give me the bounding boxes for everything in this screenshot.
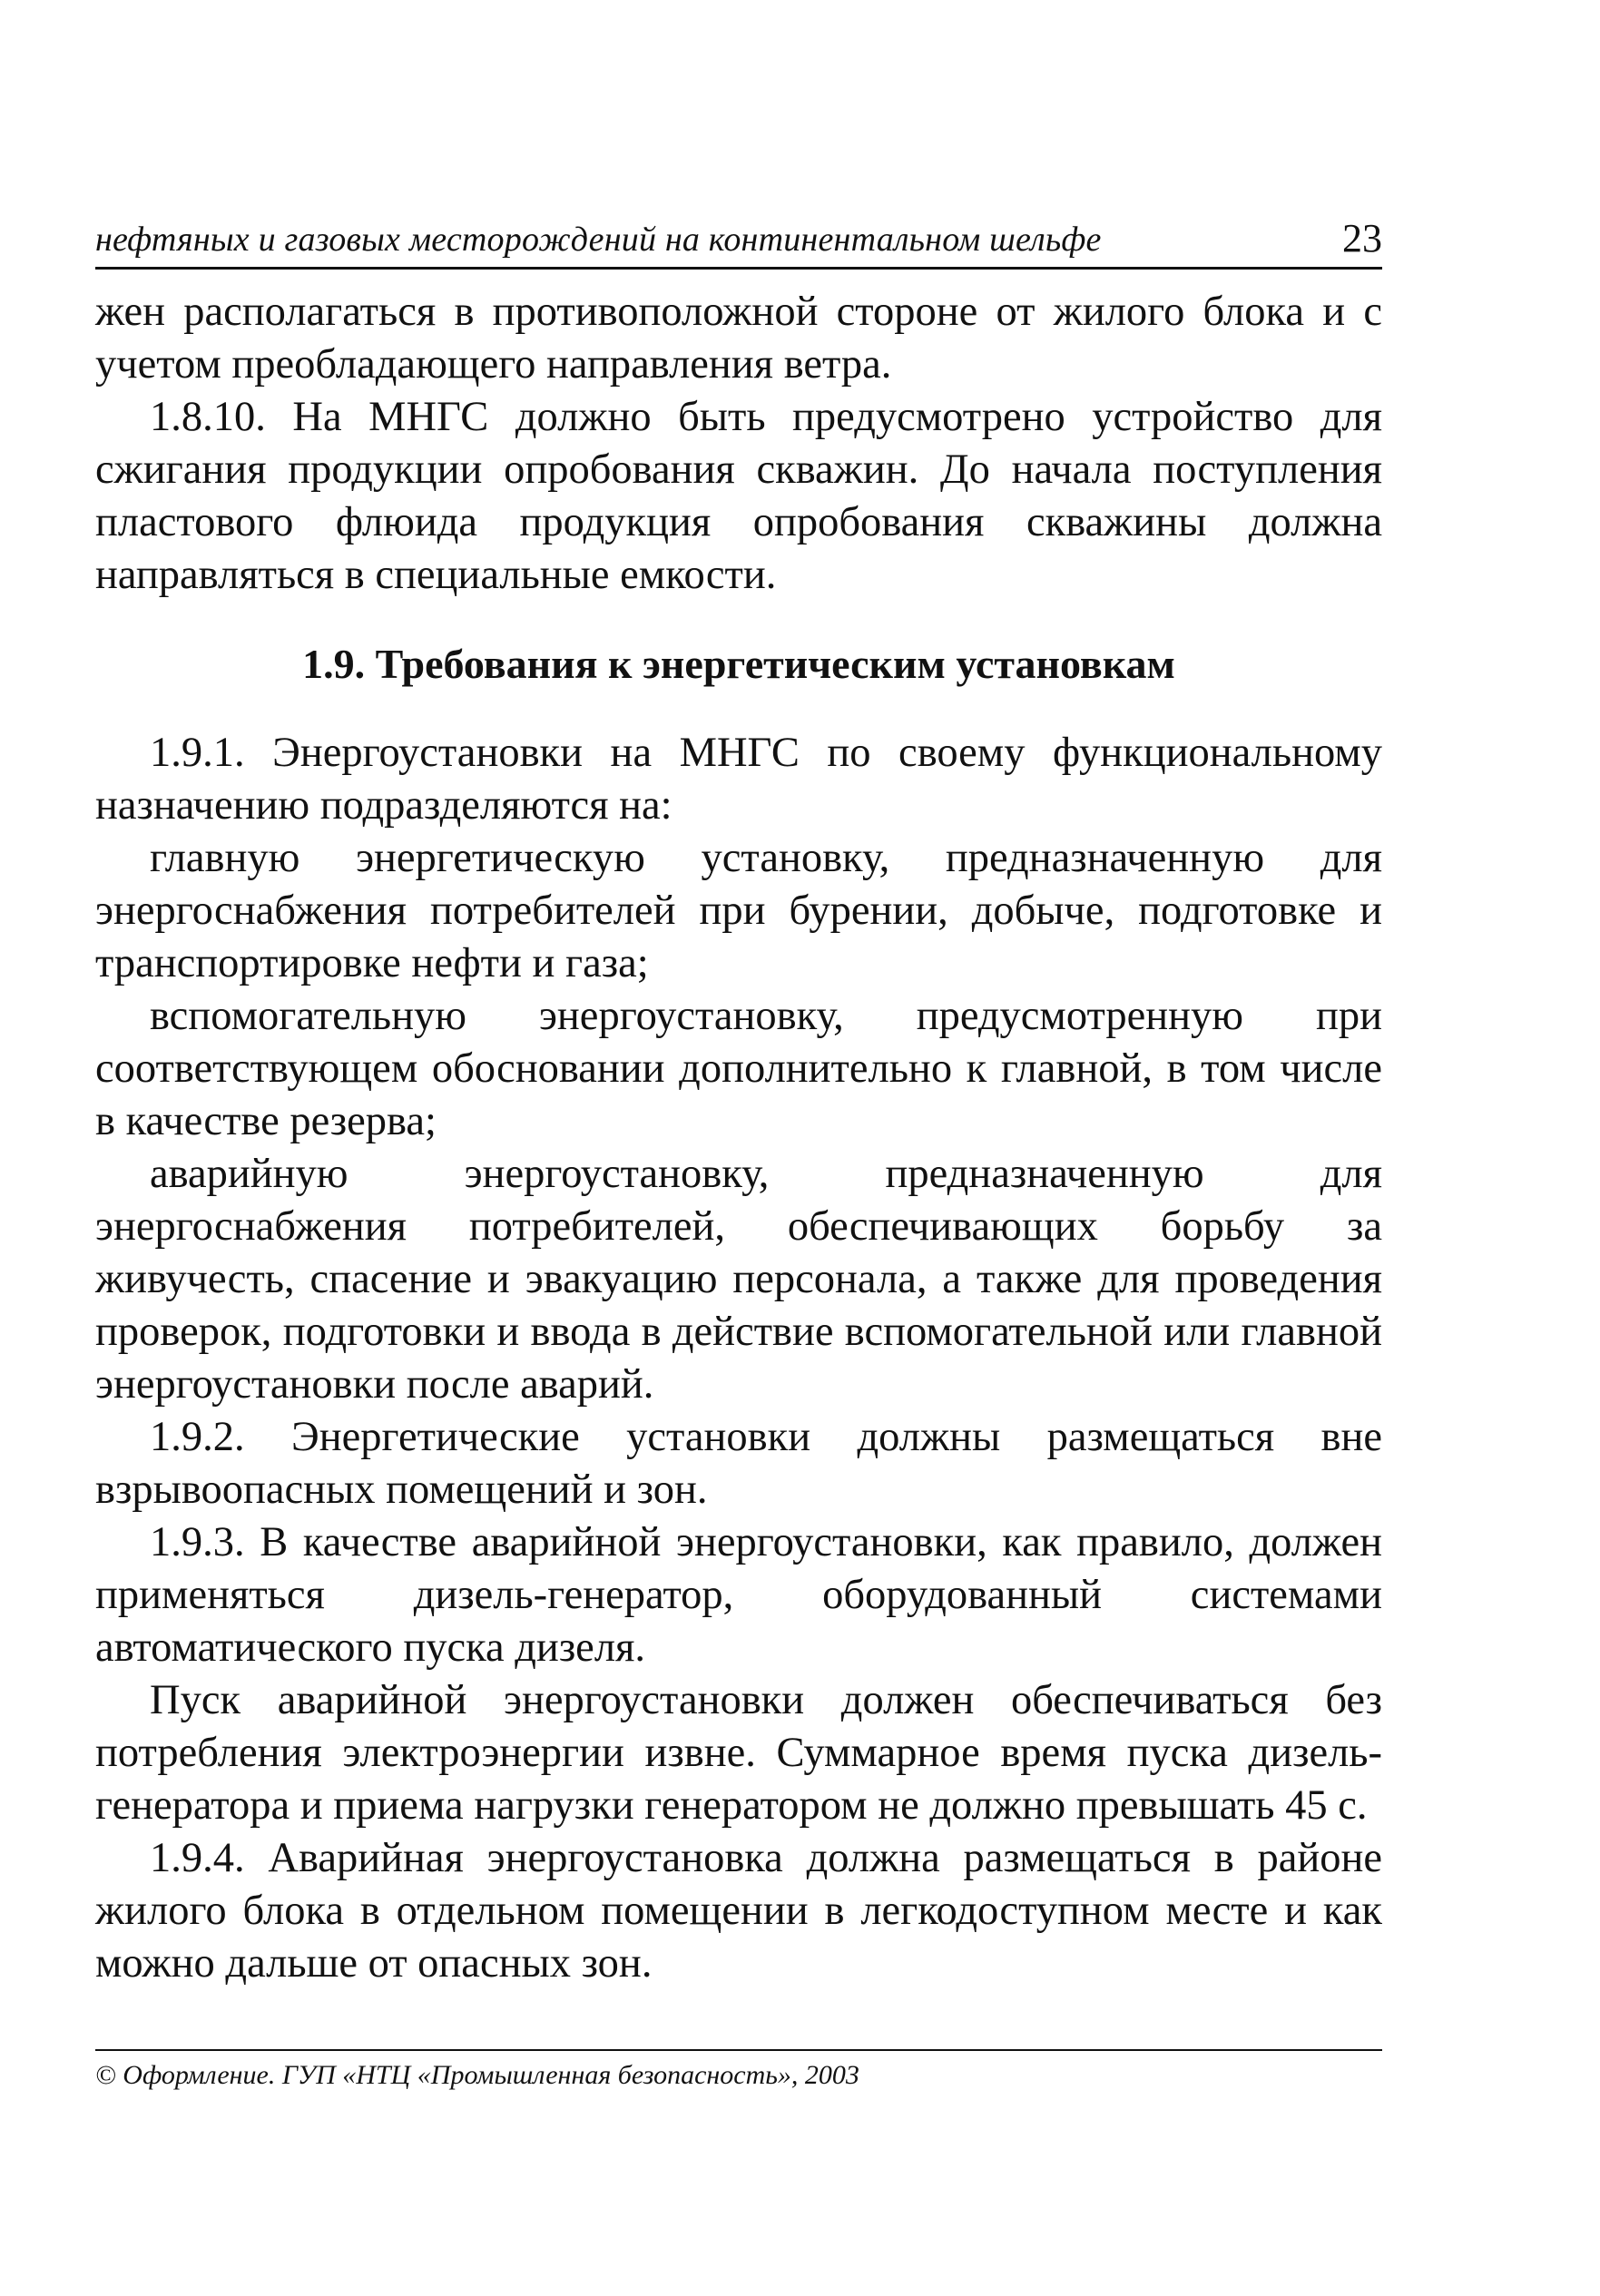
paragraph: аварийную энергоустановку, предназначенную для энергоснабжения потребителей, обеспечивающих борьбу за живучесть, спасение и эвакуацию персонала, а также для проведения проверок, подготовки и ввода в действие вспомогательной или главной энергоустановки после аварий. [95,1151,1382,1408]
paragraph: Пуск аварийной энергоустановки должен обеспечиваться без потребления электроэнергии извне. Суммарное время пуска дизель-генератора и приема нагрузки генератором не должно превышать 45 с. [95,1677,1382,1829]
paragraph: 1.9.2. Энергетические установки должны размещаться вне взрывоопасных помещений и зон. [95,1414,1382,1513]
running-title: нефтяных и газовых месторождений на континентальном шельфе [95,221,1102,259]
footer-copyright: © Оформление. ГУП «НТЦ «Промышленная безопасность», 2003 [95,2060,859,2090]
page-header [95,209,1382,270]
paragraph: жен располагаться в противоположной стороне от жилого блока и с учетом преобладающего направления ветра. [95,289,1382,388]
paragraph: главную энергетическую установку, предназначенную для энергоснабжения потребителей при бурении, добыче, подготовке и транспортировке нефти и газа; [95,835,1382,986]
paragraph: 1.8.10. На МНГС должно быть предусмотрено устройство для сжигания продукции опробования скважин. До начала поступления пластового флюида продукция опробования скважины должна направляться в специальные емкости. [95,394,1382,598]
paragraph: 1.9.1. Энергоустановки на МНГС по своему функциональному назначению подразделяются на: [95,730,1382,829]
page-body [95,286,1382,1990]
paragraph: вспомогательную энергоустановку, предусмотренную при соответствующем обосновании дополнительно к главной, в том числе в качестве резерва; [95,993,1382,1144]
section-title: 1.9. Требования к энергетическим установкам [302,641,1175,687]
footer-divider [95,2049,1382,2051]
paragraph: 1.9.4. Аварийная энергоустановка должна размещаться в районе жилого блока в отдельном помещении в легкодоступном месте и как можно дальше от опасных зон. [95,1835,1382,1987]
paragraph: 1.9.3. В качестве аварийной энергоустановки, как правило, должен применяться дизель-генератор, оборудованный системами автоматического пуска дизеля. [95,1519,1382,1671]
page-number: 23 [1342,216,1382,260]
